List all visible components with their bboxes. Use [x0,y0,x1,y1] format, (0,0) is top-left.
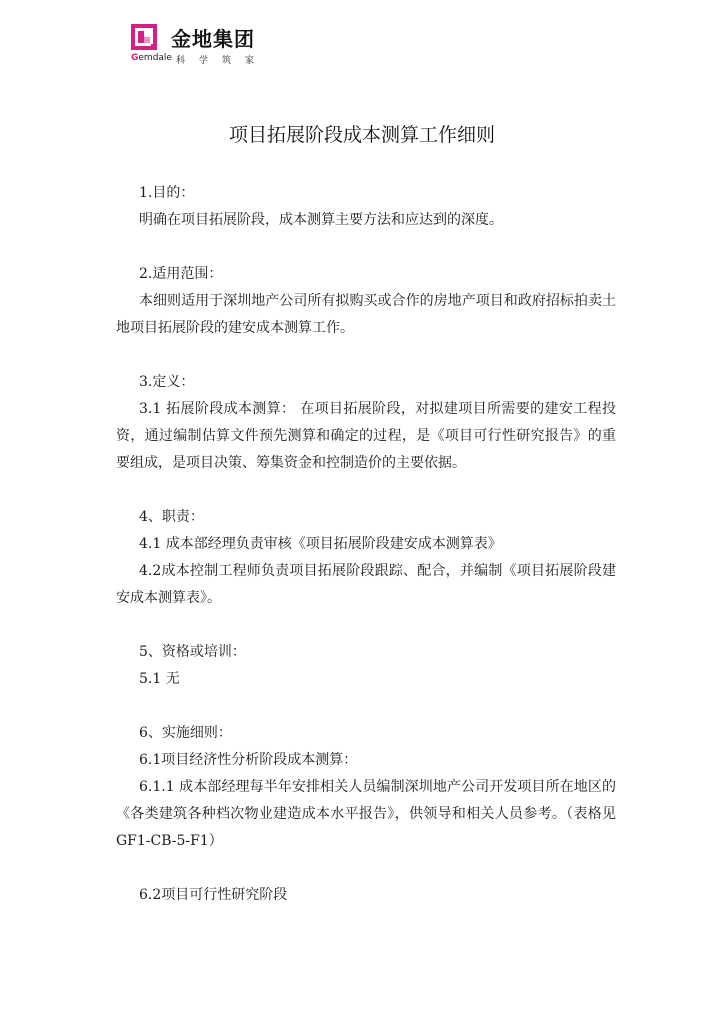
paragraph: 6.1.1 成本部经理每半年安排相关人员编制深圳地产公司开发项目所在地区的《各类建筑各种档次物业建造成本水平报告》，供领导和相关人员参考。（表格见GF1-CB-5-F1） [116,779,616,849]
document-title: 项目拓展阶段成本测算工作细则 [228,124,495,146]
paragraph: 6.2项目可行性研究阶段 [139,887,288,903]
section-heading-definition: 3.定义： [139,374,195,390]
brand-name-en [131,53,172,63]
brand-en-initial: G [131,53,139,63]
paragraph: 3.1 拓展阶段成本测算： 在项目拓展阶段，对拟建项目所需要的建安工程投资，通过编制估算文件预先测算和确定的过程，是《项目可行性研究报告》的重要组成，是项目决策、筹集资金和控制造价的主要依据。 [116,401,616,471]
section-heading-duties: 4、职责： [139,509,204,525]
brand-en-rest: emdale [138,53,172,63]
section-heading-qualification: 5、资格或培训： [139,644,246,660]
paragraph: 6.1项目经济性分析阶段成本测算： [139,752,358,768]
company-logo [131,24,281,66]
document-body [116,180,616,909]
paragraph: 本细则适用于深圳地产公司所有拟购买或合作的房地产项目和政府招标拍卖土地项目拓展阶段的建安成本测算工作。 [116,293,616,336]
paragraph: 4.1 成本部经理负责审核《项目拓展阶段建安成本测算表》 [139,536,502,552]
section-heading-purpose: 1.目的： [139,185,195,201]
paragraph: 5.1 无 [139,671,180,687]
brand-name-cn: 金地集团 [171,27,255,51]
brand-slogan: 科学筑家 [176,56,269,66]
paragraph: 明确在项目拓展阶段，成本测算主要方法和应达到的深度。 [139,212,503,228]
section-heading-scope: 2.适用范围： [139,266,223,282]
paragraph: 4.2成本控制工程师负责项目拓展阶段跟踪、配合，并编制《项目拓展阶段建安成本测算表》。 [116,563,616,606]
section-heading-implementation: 6、实施细则： [139,725,232,741]
gemdale-logo-icon [131,24,157,50]
